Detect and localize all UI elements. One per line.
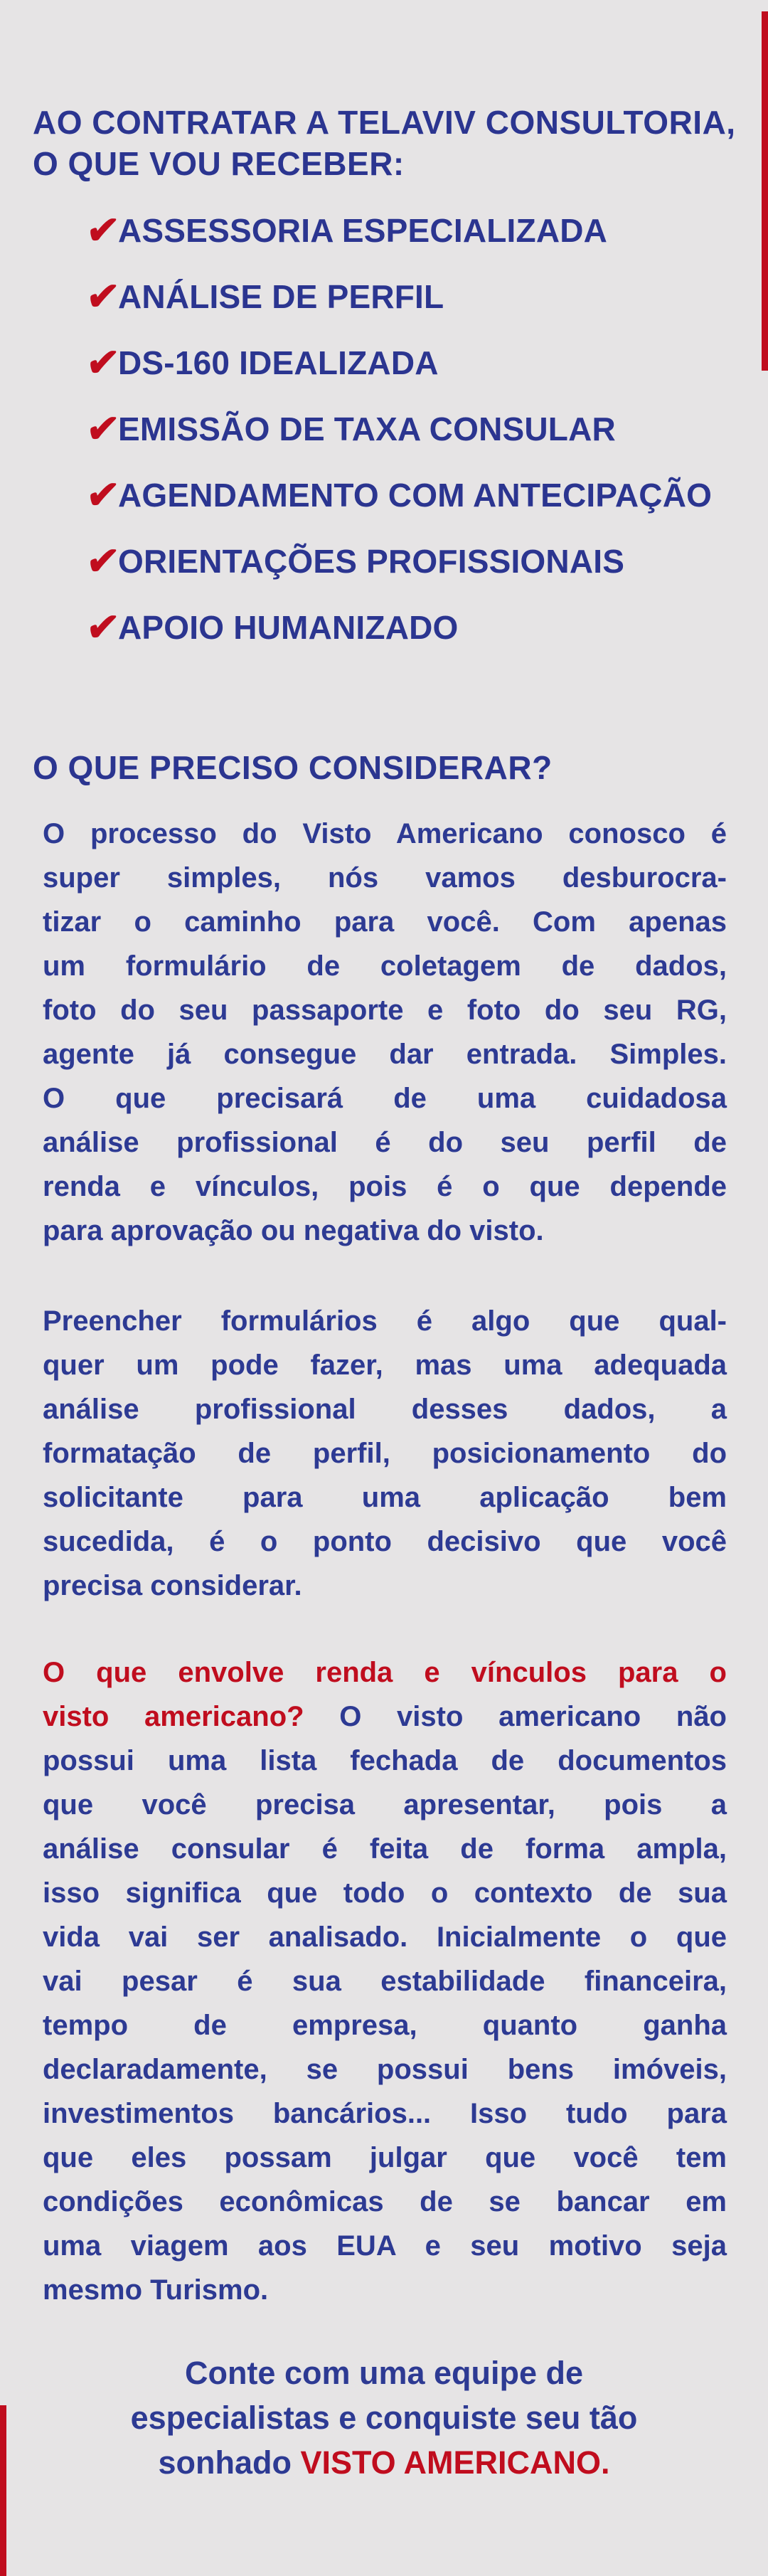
text-line [43,1165,727,1209]
text-segment: análise consular é feita de forma ampla, [43,1833,727,1865]
text-segment: declaradamente, se possui bens imóveis, [43,2054,727,2085]
text-segment: que eles possam julgar que você tem [43,2142,727,2173]
benefit-item [84,462,740,528]
check-icon: ✔ [84,209,122,252]
text-line [43,1520,727,1564]
text-segment: O que precisará de uma cuidadosa [43,1083,727,1114]
text-segment: tizar o caminho para você. Com apenas [43,906,727,938]
text-segment: Preencher formulários é algo que qual- [43,1305,727,1337]
page-title [33,102,747,184]
text-line [33,143,747,184]
text-segment: quer um pode fazer, mas uma adequada [43,1350,727,1381]
consider-heading: O QUE PRECISO CONSIDERAR? [33,749,553,787]
text-segment: tempo de empresa, quanto ganha [43,2010,727,2041]
text-segment: condições econômicas de se bancar em [43,2186,727,2217]
text-line [43,1871,727,1915]
text-line [43,812,727,856]
text-segment: precisa considerar. [43,1570,302,1601]
text-line [43,1739,727,1783]
benefit-label: ORIENTAÇÕES PROFISSIONAIS [118,542,625,580]
text-segment: que você precisa apresentar, pois a [43,1789,727,1820]
benefit-item [84,396,740,462]
highlighted-text: visto americano? [43,1701,340,1732]
text-line [43,1387,727,1431]
text-segment: mesmo Turismo. [43,2274,269,2306]
check-icon: ✔ [84,474,122,516]
text-line [43,1032,727,1076]
text-line [43,1564,727,1608]
text-segment: isso significa que todo o contexto de sua [43,1877,727,1909]
text-segment: Conte com uma equipe de [184,2355,584,2391]
benefit-item [84,528,740,594]
text-segment: super simples, nós vamos desburocra- [43,862,727,894]
text-line [0,2350,768,2395]
text-line [43,1475,727,1520]
text-segment: vida vai ser analisado. Inicialmente o que [43,1922,727,1953]
text-segment: um formulário de coletagem de dados, [43,950,727,982]
benefit-item [84,594,740,660]
text-line [43,1299,727,1343]
text-segment: investimentos bancários... Isso tudo para [43,2098,727,2129]
benefit-item [84,329,740,396]
text-line [43,2092,727,2136]
text-segment: possui uma lista fechada de documentos [43,1745,727,1776]
text-line [43,944,727,988]
text-line [43,1783,727,1827]
benefit-label: APOIO HUMANIZADO [118,608,459,646]
check-icon: ✔ [84,341,122,384]
check-icon: ✔ [84,408,122,450]
paragraph-process [43,812,727,1253]
text-segment: análise profissional é do seu perfil de [43,1127,727,1158]
text-line [43,2180,727,2224]
check-icon: ✔ [84,540,122,583]
text-segment: O visto americano não [339,1701,727,1732]
text-segment: O processo do Visto Americano conosco é [43,818,727,849]
benefit-label: ANÁLISE DE PERFIL [118,277,444,315]
text-line [43,1431,727,1475]
paragraph-renda-vinculos [43,1650,727,2312]
text-segment: AO CONTRATAR A TELAVIV CONSULTORIA, [33,103,736,141]
text-line [43,1827,727,1871]
text-line [33,102,747,143]
text-line [43,900,727,944]
text-line [43,2136,727,2180]
text-line [43,2268,727,2312]
text-line [43,2224,727,2268]
text-segment: agente já consegue dar entrada. Simples. [43,1039,727,1070]
text-line [43,988,727,1032]
text-segment: uma viagem aos EUA e seu motivo seja [43,2230,727,2262]
text-line [43,1343,727,1387]
text-segment: O QUE VOU RECEBER: [33,144,405,182]
text-segment: análise profissional desses dados, a [43,1394,727,1425]
benefit-label: AGENDAMENTO COM ANTECIPAÇÃO [118,476,713,514]
benefits-list [84,197,740,660]
check-icon: ✔ [84,606,122,649]
benefit-label: DS-160 IDEALIZADA [118,344,439,381]
text-segment: para aprovação ou negativa do visto. [43,1215,544,1246]
text-line [0,2395,768,2440]
benefit-item [84,197,740,263]
text-line [43,1076,727,1120]
highlighted-text: O que envolve renda e vínculos para o [43,1657,727,1688]
text-line [43,2003,727,2047]
check-icon: ✔ [84,275,122,318]
text-line [43,1959,727,2003]
text-line [43,1695,727,1739]
text-line [43,1915,727,1959]
text-segment: sonhado [158,2444,301,2481]
text-line [43,856,727,900]
benefit-label: ASSESSORIA ESPECIALIZADA [118,211,608,249]
text-line [43,1120,727,1165]
text-segment: solicitante para uma aplicação bem [43,1482,727,1513]
highlighted-text: VISTO AMERICANO. [300,2444,610,2481]
text-line [43,1209,727,1253]
text-segment: especialistas e conquiste seu tão [130,2400,638,2436]
benefit-label: EMISSÃO DE TAXA CONSULAR [118,410,616,447]
text-segment: vai pesar é sua estabilidade financeira, [43,1966,727,1997]
text-line [43,1650,727,1695]
right-edge-accent-bar [762,11,768,371]
text-line [43,2047,727,2092]
text-segment: sucedida, é o ponto decisivo que você [43,1526,727,1557]
text-segment: foto do seu passaporte e foto do seu RG, [43,995,727,1026]
paragraph-forms [43,1299,727,1608]
cta-text [0,2350,768,2485]
text-line [0,2440,768,2485]
text-segment: renda e vínculos, pois é o que depende [43,1171,727,1202]
benefit-item [84,263,740,329]
text-segment: formatação de perfil, posicionamento do [43,1438,727,1469]
